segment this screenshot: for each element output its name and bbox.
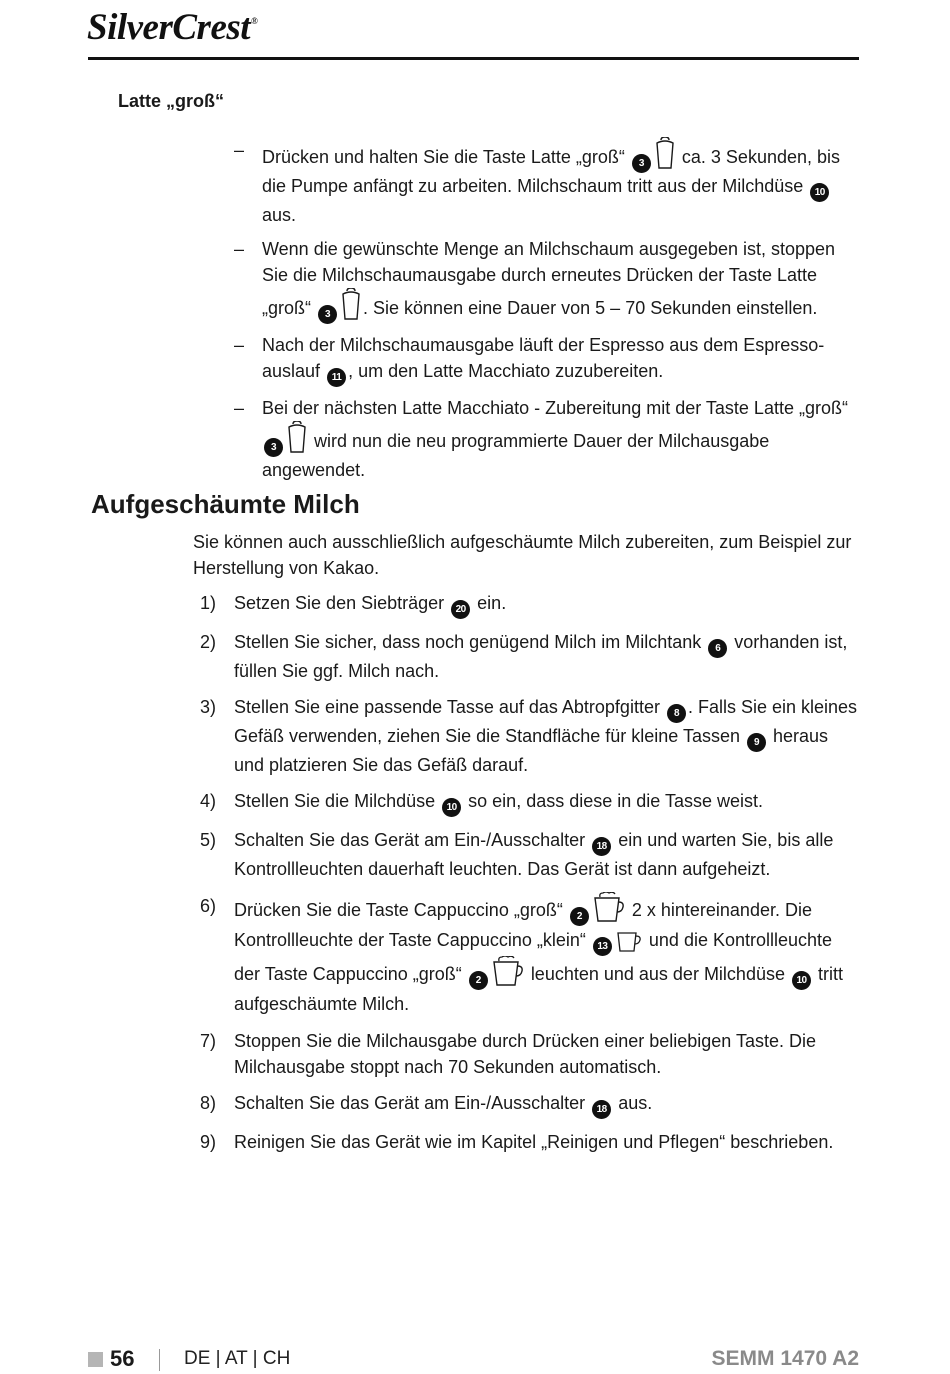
item-text: Drücken und halten Sie die Taste Latte „groß“	[262, 147, 625, 167]
step-number: 6)	[200, 896, 217, 916]
reference-number: 11	[327, 368, 346, 387]
list-item	[234, 395, 862, 483]
step-text: ein und warten Sie, bis alle Kontrollleuchten dauerhaft leuchten. Das Gerät ist dann aufgeheizt.	[234, 830, 834, 879]
brand-logo	[87, 6, 257, 49]
step-text: 2 x hintereinander. Die Kontrollleuchte der Taste Cappuccino „klein“	[234, 900, 812, 950]
item-text: Bei der nächsten Latte Macchiato - Zubereitung mit der Taste Latte „groß“	[262, 398, 848, 418]
list-item	[193, 694, 861, 778]
reference-number: 3	[264, 438, 283, 457]
step-text: Setzen Sie den Siebträger	[234, 593, 445, 613]
reference-number: 13	[593, 937, 612, 956]
registered-mark: ®	[251, 16, 258, 26]
reference-number: 8	[667, 704, 686, 723]
step-text: leuchten und aus der Milchdüse	[530, 964, 785, 984]
cup-large-icon	[593, 892, 625, 922]
footer-divider	[159, 1349, 160, 1371]
model-number: SEMM 1470 A2	[711, 1347, 859, 1370]
item-text: Wenn die gewünschte Menge an Milchschaum ausgegeben ist, stoppen Sie die Milchschaumausgabe durch erneutes Drücken der Taste Latte „groß“	[262, 239, 836, 318]
list-item	[193, 629, 861, 684]
item-text: aus.	[262, 205, 297, 225]
step-text: tritt aufgeschäumte Milch.	[234, 964, 844, 1014]
foam-milk-steps	[193, 590, 861, 1165]
page-number: 56	[110, 1346, 135, 1371]
reference-number: 18	[592, 1100, 611, 1119]
language-codes: DE | AT | CH	[184, 1348, 291, 1369]
list-item	[193, 827, 861, 882]
latte-glass-icon	[341, 288, 361, 320]
dash-bullet: –	[234, 140, 245, 160]
reference-number: 10	[810, 183, 829, 202]
list-item	[193, 1028, 861, 1080]
reference-number: 18	[592, 837, 611, 856]
dash-bullet: –	[234, 398, 245, 418]
latte-glass-icon	[655, 137, 675, 169]
reference-number: 9	[747, 733, 766, 752]
brand-name: SilverCrest	[87, 7, 251, 48]
footer-marker	[88, 1352, 103, 1367]
step-text: vorhanden ist, füllen Sie ggf. Milch nach.	[234, 632, 848, 681]
step-text: Stellen Sie eine passende Tasse auf das Abtropfgitter	[234, 697, 660, 717]
reference-number: 20	[451, 600, 470, 619]
step-text: Stoppen Sie die Milchausgabe durch Drücken einer beliebigen Taste. Die Milchausgabe stoppt nach 70 Sekunden automatisch.	[234, 1031, 817, 1077]
dash-bullet: –	[234, 239, 245, 259]
reference-number: 3	[318, 305, 337, 324]
section-title: Aufgeschäumte Milch	[91, 489, 360, 519]
step-number: 2)	[200, 632, 217, 652]
step-text: Stellen Sie sicher, dass noch genügend Milch im Milchtank	[234, 632, 702, 652]
list-item	[193, 1129, 861, 1155]
step-number: 8)	[200, 1093, 217, 1113]
reference-number: 6	[708, 639, 727, 658]
reference-number: 10	[442, 798, 461, 817]
step-text: und die Kontrollleuchte der Taste Cappuccino „groß“	[234, 930, 833, 984]
step-text: Stellen Sie die Milchdüse	[234, 791, 436, 811]
reference-number: 10	[792, 971, 811, 990]
item-text: wird nun die neu programmierte Dauer der Milchausgabe angewendet.	[262, 431, 770, 480]
dash-bullet: –	[234, 335, 245, 355]
list-item	[193, 788, 861, 817]
step-text: aus.	[618, 1093, 653, 1113]
step-text: Schalten Sie das Gerät am Ein-/Ausschalter	[234, 1093, 586, 1113]
step-text: Reinigen Sie das Gerät wie im Kapitel „Reinigen und Pflegen“ beschrieben.	[234, 1132, 834, 1152]
item-text: ca. 3 Sekunden, bis die Pumpe anfängt zu arbeiten. Milchschaum tritt aus der Milchdüse	[262, 147, 841, 196]
item-text: , um den Latte Macchiato zuzubereiten.	[348, 361, 664, 381]
header-rule	[88, 57, 859, 60]
latte-instructions	[234, 137, 862, 491]
cup-large-icon	[492, 956, 524, 986]
step-text: Drücken Sie die Taste Cappuccino „groß“	[234, 900, 563, 920]
step-number: 4)	[200, 791, 217, 811]
step-number: 9)	[200, 1132, 217, 1152]
step-text: Schalten Sie das Gerät am Ein-/Ausschalter	[234, 830, 586, 850]
item-text: . Sie können eine Dauer von 5 – 70 Sekunden einstellen.	[363, 298, 818, 318]
reference-number: 3	[632, 154, 651, 173]
list-item	[193, 590, 861, 619]
list-item	[234, 236, 862, 324]
list-item	[193, 1090, 861, 1119]
step-text: ein.	[477, 593, 507, 613]
reference-number: 2	[469, 971, 488, 990]
step-text: so ein, dass diese in die Tasse weist.	[468, 791, 763, 811]
list-item	[234, 137, 862, 228]
latte-glass-icon	[287, 421, 307, 453]
reference-number: 2	[570, 907, 589, 926]
step-text: . Falls Sie ein kleines Gefäß verwenden, ziehen Sie die Standfläche für kleine Tassen	[234, 697, 858, 746]
step-number: 7)	[200, 1031, 217, 1051]
item-text: Nach der Milchschaumausgabe läuft der Espresso aus dem Espresso-auslauf	[262, 335, 825, 381]
step-number: 3)	[200, 697, 217, 717]
subsection-title: Latte „groß“	[118, 91, 224, 111]
section-intro: Sie können auch ausschließlich aufgeschäumte Milch zubereiten, zum Beispiel zur Herstellung von Kakao.	[193, 532, 852, 578]
step-number: 1)	[200, 593, 217, 613]
cup-small-icon	[616, 928, 642, 952]
list-item	[234, 332, 862, 387]
step-text: heraus und platzieren Sie das Gefäß darauf.	[234, 726, 829, 775]
list-item	[193, 892, 861, 1018]
step-number: 5)	[200, 830, 217, 850]
